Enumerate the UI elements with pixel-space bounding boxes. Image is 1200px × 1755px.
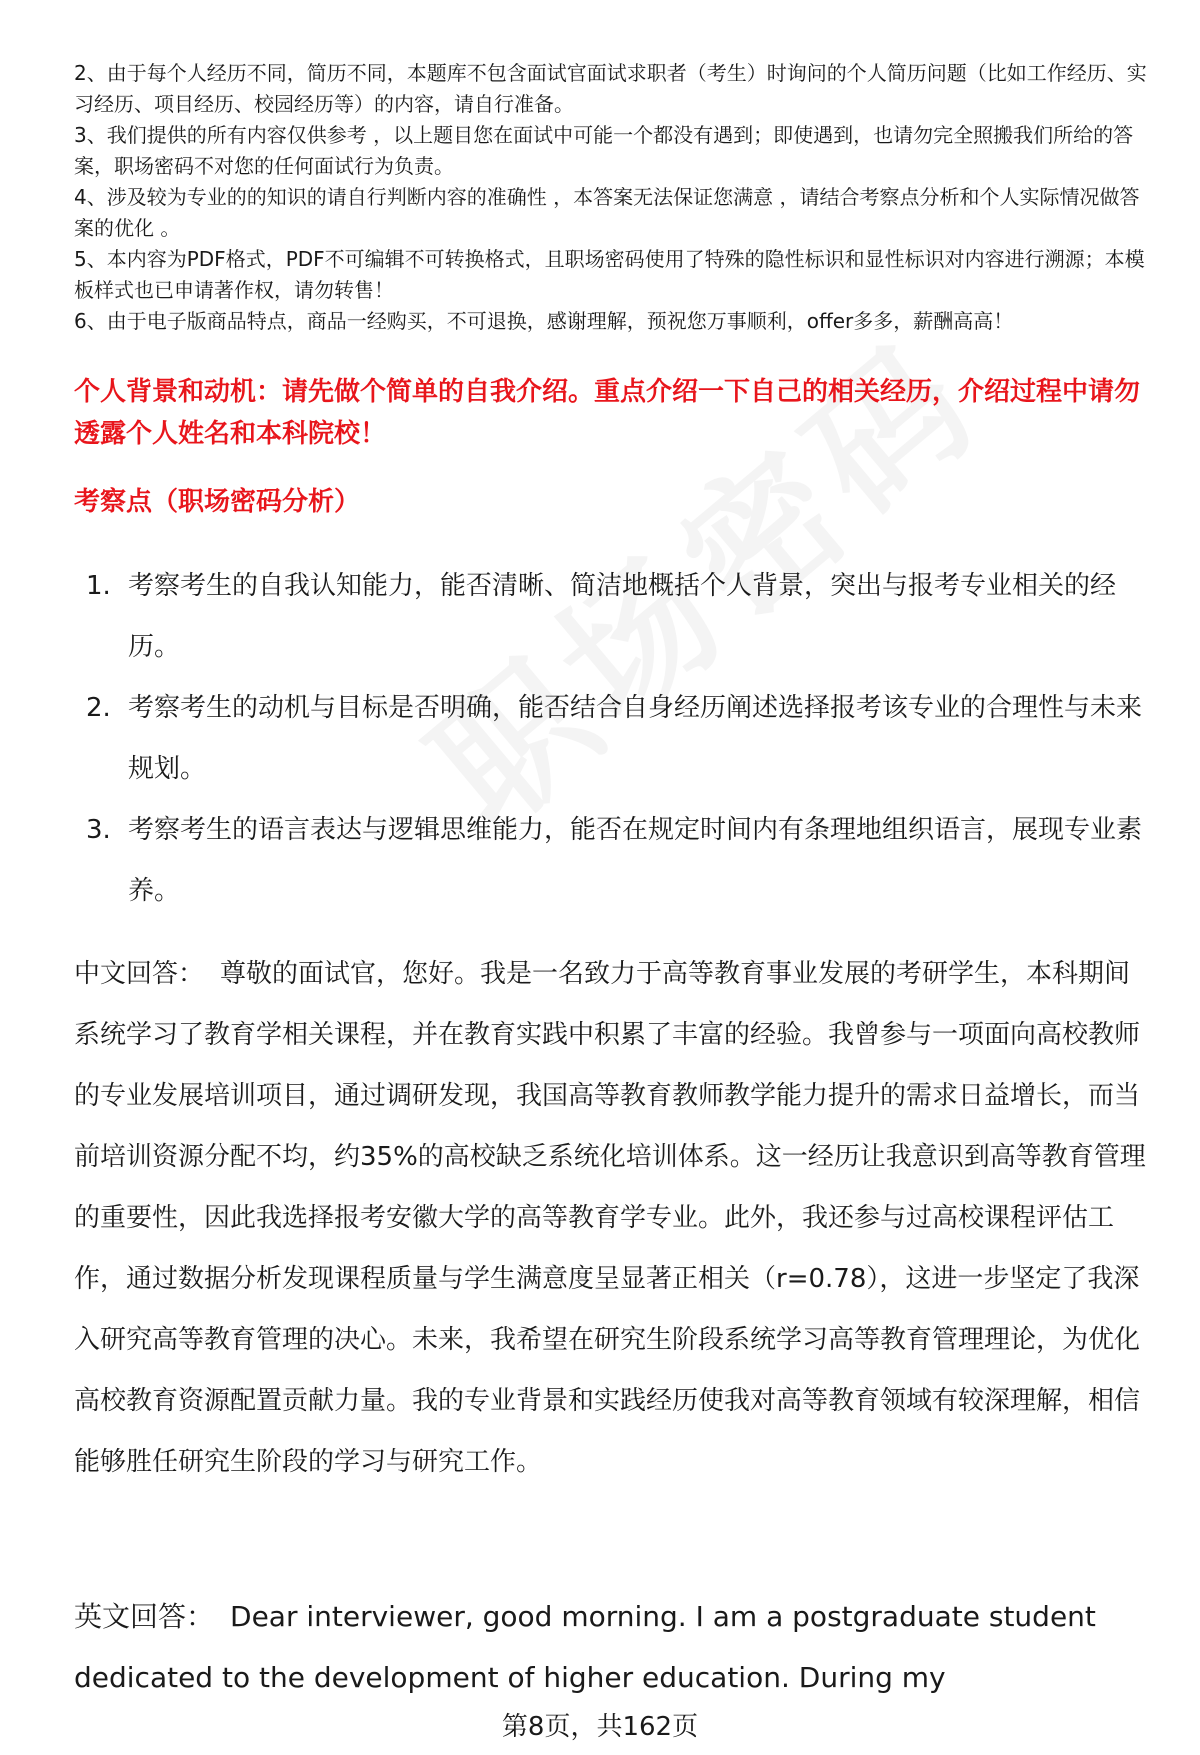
note-item: 6、由于电子版商品特点，商品一经购买，不可退换，感谢理解，预祝您万事顺利，offer多多，薪酬高高！ <box>74 309 1014 333</box>
point-item <box>74 556 1154 678</box>
point-number: 2. <box>86 693 111 723</box>
chinese-answer-text: 尊敬的面试官，您好。我是一名致力于高等教育事业发展的考研学生，本科期间系统学习了教育学相关课程，并在教育实践中积累了丰富的经验。我曾参与一项面向高校教师的专业发展培训项目，通过调研发现，我国高等教育教师教学能力提升的需求日益增长，而当前培训资源分配不均，约35%的高校缺乏系统化培训体系。这一经历让我意识到高等教育管理的重要性，因此我选择报考安徽大学的高等教育学专业。此外，我还参与过高校课程评估工作，通过数据分析发现课程质量与学生满意度呈显著正相关（r=0.78），这进一步坚定了我深入研究高等教育管理的决心。未来，我希望在研究生阶段系统学习高等教育管理理论，为优化高校教育资源配置贡献力量。我的专业背景和实践经历使我对高等教育领域有较深理解，相信能够胜任研究生阶段的学习与研究工作。 <box>74 959 1146 1477</box>
point-item <box>74 800 1154 922</box>
point-text: 考察考生的自我认知能力，能否清晰、简洁地概括个人背景，突出与报考专业相关的经历。 <box>128 571 1117 662</box>
english-answer-text: Dear interviewer, good morning. I am a postgraduate student dedicated to the development of higher education. During my <box>74 1600 1096 1694</box>
note-item: 5、本内容为PDF格式，PDF不可编辑不可转换格式，且职场密码使用了特殊的隐性标识和显性标识对内容进行溯源；本模板样式也已申请著作权，请勿转售！ <box>74 247 1145 302</box>
points-heading: 考察点（职场密码分析） <box>74 487 361 517</box>
point-number: 1. <box>86 571 111 601</box>
point-number: 3. <box>86 815 111 845</box>
notes-list <box>74 58 1154 337</box>
points-list <box>74 556 1154 922</box>
note-item: 3、我们提供的所有内容仅供参考 ，以上题目您在面试中可能一个都没有遇到；即使遇到，也请勿完全照搬我们所给的答案，职场密码不对您的任何面试行为负责。 <box>74 123 1134 178</box>
note-item: 4、涉及较为专业的的知识的请自行判断内容的准确性 ，本答案无法保证您满意 ，请结合考察点分析和个人实际情况做答案的优化 。 <box>74 185 1140 240</box>
english-answer <box>74 1586 1154 1708</box>
point-item <box>74 678 1154 800</box>
english-answer-label: 英文回答： <box>74 1600 215 1633</box>
point-text: 考察考生的语言表达与逻辑思维能力，能否在规定时间内有条理地组织语言，展现专业素养。 <box>128 815 1143 906</box>
chinese-answer-label: 中文回答： <box>74 959 205 989</box>
chinese-answer <box>74 944 1154 1493</box>
page-number-footer: 第8页，共162页 <box>501 1712 699 1742</box>
note-item: 2、由于每个人经历不同，简历不同，本题库不包含面试官面试求职者（考生）时询问的个人简历问题（比如工作经历、实习经历、项目经历、校园经历等）的内容，请自行准备。 <box>74 61 1147 116</box>
point-text: 考察考生的动机与目标是否明确，能否结合自身经历阐述选择报考该专业的合理性与未来规划。 <box>128 693 1143 784</box>
question-heading: 个人背景和动机：请先做个简单的自我介绍。重点介绍一下自己的相关经历，介绍过程中请勿透露个人姓名和本科院校！ <box>74 377 1141 449</box>
